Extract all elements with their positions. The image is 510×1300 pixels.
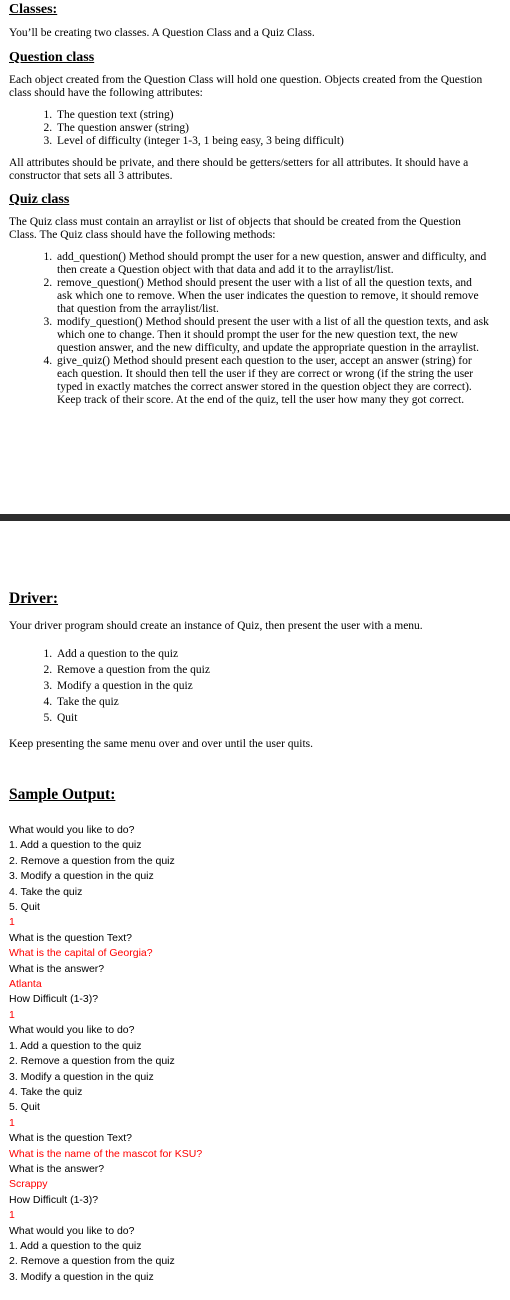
sample-user-input-line: What is the capital of Georgia? <box>9 947 153 960</box>
question-class-heading: Question class <box>9 50 95 65</box>
driver-section <box>9 590 489 804</box>
driver-heading: Driver: <box>9 590 59 607</box>
sample-user-input-line: 1 <box>9 1209 15 1222</box>
sample-prompt-line: 2. Remove a question from the quiz <box>9 1055 175 1068</box>
sample-user-input-line: Scrappy <box>9 1178 48 1191</box>
sample-prompt-line: What would you like to do? <box>9 824 135 836</box>
question-attribute-list <box>9 109 489 148</box>
list-item: 1. Add a question to the quiz <box>55 646 489 662</box>
sample-prompt-line: What would you like to do? <box>9 1024 135 1037</box>
sample-user-input-line: 1 <box>9 916 15 929</box>
sample-prompt-line: What is the question Text? <box>9 1132 132 1145</box>
list-item: 2. The question answer (string) <box>55 122 489 135</box>
question-class-description: Each object created from the Question Class will hold one question. Objects created from the Question class should have the following attributes: <box>9 74 483 99</box>
sample-prompt-line: What is the answer? <box>9 1162 105 1175</box>
sample-prompt-line: What is the question Text? <box>9 931 132 944</box>
sample-prompt-line: 3. Modify a question in the quiz <box>9 1070 154 1083</box>
driver-note: Keep presenting the same menu over and over until the user quits. <box>9 738 314 750</box>
classes-section <box>9 2 489 407</box>
sample-prompt-line: 3. Modify a question in the quiz <box>9 1270 154 1283</box>
sample-prompt-line: How Difficult (1-3)? <box>9 993 99 1006</box>
classes-heading: Classes: <box>9 2 58 17</box>
section-divider <box>0 514 510 521</box>
list-item: 1. add_question() Method should prompt the user for a new question, answer and difficulty, and then create a Question object with that data and add it to the arraylist/list. <box>55 251 489 277</box>
list-item: 4. Take the quiz <box>55 694 489 710</box>
sample-prompt-line: How Difficult (1-3)? <box>9 1193 99 1206</box>
sample-prompt-line: What is the answer? <box>9 962 105 975</box>
list-item: 3. modify_question() Method should present the user with a list of all the question texts, and ask which one to change. Then it should prompt the user for the new question text, the new question answer, and the new difficulty, and update the appropriate question in the arraylist. <box>55 316 489 355</box>
classes-intro: You’ll be creating two classes. A Question Class and a Quiz Class. <box>9 27 315 39</box>
sample-prompt-line: 4. Take the quiz <box>9 1085 83 1098</box>
sample-prompt-line: 4. Take the quiz <box>9 885 83 898</box>
sample-output-console <box>9 823 489 1285</box>
driver-intro: Your driver program should create an instance of Quiz, then present the user with a menu. <box>9 620 423 632</box>
sample-prompt-line: What would you like to do? <box>9 1224 135 1237</box>
sample-prompt-line: 5. Quit <box>9 1101 40 1114</box>
sample-output-heading: Sample Output: <box>9 786 116 803</box>
list-item: 5. Quit <box>55 710 489 726</box>
question-class-note: All attributes should be private, and there should be getters/setters for all attributes. It should have a constructor that sets all 3 attributes. <box>9 157 469 182</box>
sample-user-input-line: 1 <box>9 1116 15 1129</box>
sample-user-input-line: Atlanta <box>9 978 42 991</box>
sample-user-input-line: 1 <box>9 1008 15 1021</box>
sample-prompt-line: 2. Remove a question from the quiz <box>9 1255 175 1268</box>
sample-prompt-line: 1. Add a question to the quiz <box>9 1039 142 1052</box>
list-item: 2. Remove a question from the quiz <box>55 662 489 678</box>
list-item: 3. Level of difficulty (integer 1-3, 1 being easy, 3 being difficult) <box>55 135 489 148</box>
sample-prompt-line: 1. Add a question to the quiz <box>9 1239 142 1252</box>
quiz-method-list <box>9 251 489 407</box>
sample-prompt-line: 5. Quit <box>9 901 40 914</box>
sample-prompt-line: 3. Modify a question in the quiz <box>9 870 154 883</box>
driver-menu-list <box>9 646 489 726</box>
quiz-class-heading: Quiz class <box>9 192 70 207</box>
list-item: 4. give_quiz() Method should present each question to the user, accept an answer (string) for each question. It should then tell the user if they are correct or wrong (if the string the user typed in exactly matches the correct answer stored in the question object they are correct). Keep track of their score. At the end of the quiz, tell the user how many they got correct. <box>55 355 489 407</box>
list-item: 3. Modify a question in the quiz <box>55 678 489 694</box>
sample-user-input-line: What is the name of the mascot for KSU? <box>9 1147 203 1160</box>
sample-prompt-line: 2. Remove a question from the quiz <box>9 854 175 867</box>
list-item: 1. The question text (string) <box>55 109 489 122</box>
sample-prompt-line: 1. Add a question to the quiz <box>9 839 142 852</box>
list-item: 2. remove_question() Method should present the user with a list of all the question texts, and ask which one to remove. When the user indicates the question to remove, it should remove that question from the arraylist/list. <box>55 277 489 316</box>
quiz-class-description: The Quiz class must contain an arraylist or list of objects that should be created from the Question Class. The Quiz class should have the following methods: <box>9 216 461 241</box>
